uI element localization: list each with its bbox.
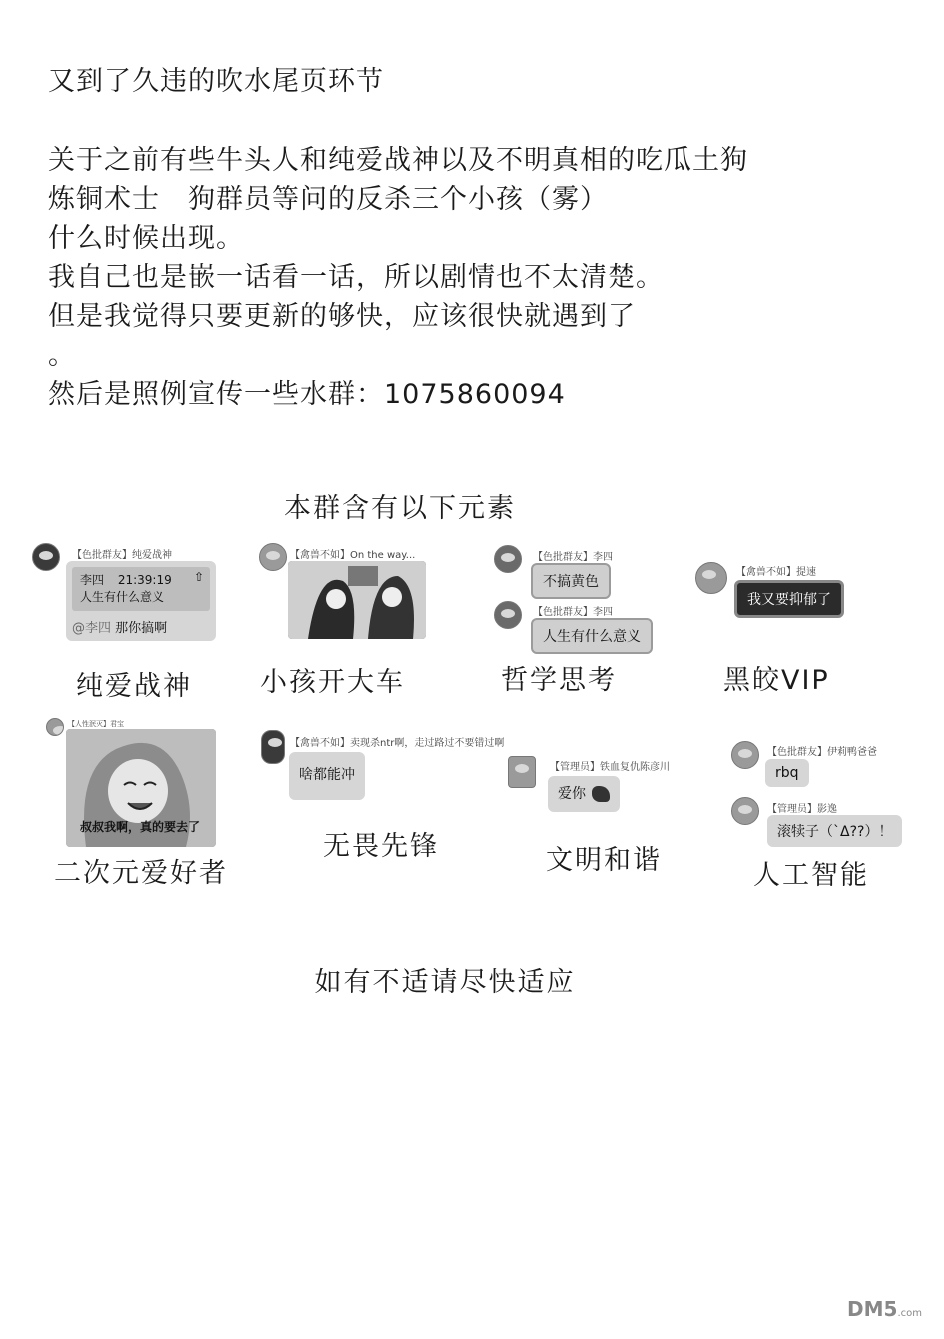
intro-line: 关于之前有些牛头人和纯爱战神以及不明真相的吃瓜土狗	[48, 145, 748, 176]
sender-label: 【色批群友】李四	[533, 607, 613, 618]
tile-caption: 文明和谐	[546, 845, 662, 876]
image-message	[288, 561, 426, 639]
avatar-icon	[261, 730, 285, 764]
quote-time: 21:39:19	[117, 573, 172, 587]
message-text: 爱你	[558, 786, 586, 802]
sender-label: 【色批群友】纯爱战神	[72, 550, 172, 561]
chat-bubble: 我又要抑郁了	[734, 580, 844, 618]
section-title: 本群含有以下元素	[284, 493, 516, 524]
chat-bubble	[66, 561, 216, 641]
intro-line: 然后是照例宣传一些水群：1075860094	[48, 379, 566, 410]
chat-bubble: 人生有什么意义	[531, 618, 653, 654]
tile-caption: 无畏先锋	[323, 831, 439, 862]
mention: @李四	[72, 621, 112, 636]
intro-text	[48, 62, 908, 414]
quote-text: 人生有什么意义	[80, 590, 165, 604]
avatar-icon	[695, 562, 727, 594]
intro-line: 。	[48, 340, 76, 371]
image-illustration	[288, 561, 426, 639]
avatar-icon	[259, 543, 287, 571]
sender-label: 【色批群友】李四	[533, 552, 613, 563]
sender-label: 【禽兽不如】卖现杀ntr啊，走过路过不要错过啊	[290, 738, 505, 749]
tile-caption: 哲学思考	[501, 665, 617, 696]
tile-caption: 小孩开大车	[260, 667, 405, 698]
site-logo	[847, 1297, 922, 1321]
quote-name: 李四	[80, 573, 105, 587]
avatar-icon	[494, 545, 522, 573]
tile-caption: 人工智能	[753, 860, 869, 891]
intro-line: 什么时候出现。	[48, 223, 244, 254]
intro-line: 炼铜术士 狗群员等问的反杀三个小孩（雾）	[48, 184, 608, 215]
sender-label: 【人性泯灭】君宝	[68, 720, 124, 728]
avatar-icon	[46, 718, 64, 736]
intro-line: 又到了久违的吹水尾页环节	[48, 66, 384, 97]
intro-line: 我自己也是嵌一话看一话，所以剧情也不太清楚。	[48, 262, 664, 293]
sender-label: 【管理员】铁血复仇陈彦川	[550, 762, 670, 773]
avatar-icon	[494, 601, 522, 629]
chat-bubble: 不搞黄色	[531, 563, 611, 599]
avatar-icon	[508, 756, 536, 788]
logo-suffix: .com	[897, 1308, 922, 1319]
logo-brand: DM5	[847, 1297, 898, 1321]
image-caption: 叔叔我啊，真的要去了	[80, 820, 201, 834]
quoted-message	[72, 567, 210, 611]
avatar-icon	[731, 741, 759, 769]
chat-bubble: 啥都能冲	[289, 752, 365, 800]
horse-icon	[592, 786, 610, 802]
tile-caption: 黑皎VIP	[723, 665, 830, 696]
sender-label: 【禽兽不如】On the way...	[290, 550, 416, 561]
avatar-icon	[32, 543, 60, 571]
chat-bubble: rbq	[765, 759, 809, 787]
intro-line: 但是我觉得只要更新的够快，应该很快就遇到了	[48, 301, 636, 332]
sender-label: 【禽兽不如】提速	[736, 567, 816, 578]
avatar-icon	[731, 797, 759, 825]
tile-caption: 二次元爱好者	[54, 858, 228, 889]
arrow-up-icon: ⇧	[193, 570, 204, 584]
chat-bubble: 滚犊子（`Δ??）！	[767, 815, 902, 847]
sender-label: 【色批群友】伊莉鸭爸爸	[767, 747, 877, 758]
sender-label: 【管理员】影逸	[767, 804, 837, 815]
footer-note: 如有不适请尽快适应	[314, 967, 576, 998]
image-message	[66, 729, 216, 847]
chat-bubble	[548, 776, 620, 812]
tile-caption: 纯爱战神	[76, 671, 192, 702]
reply-text: 那你搞啊	[115, 621, 168, 636]
